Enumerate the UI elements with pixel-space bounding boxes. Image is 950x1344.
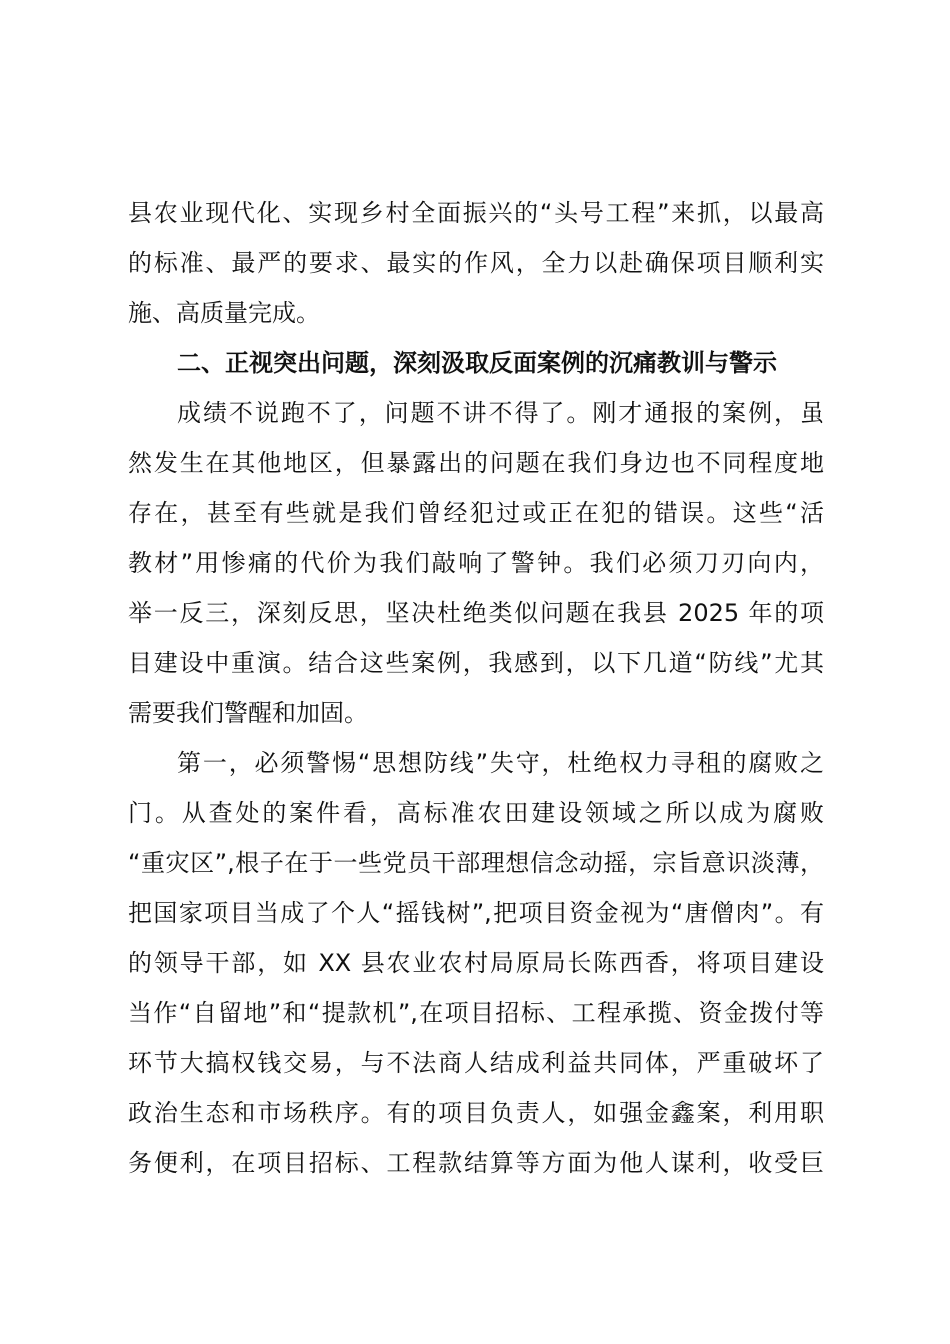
text-line: 政治生态和市场秩序。有的项目负责人，如强金鑫案，利用职	[128, 1099, 824, 1127]
text-line: 当作“自留地”和“提款机”,在项目招标、工程承揽、资金拨付等	[128, 999, 824, 1027]
document-page	[128, 188, 824, 1188]
text-line: 县农业现代化、实现乡村全面振兴的“头号工程”来抓，以最高	[128, 199, 824, 227]
text-line: 门。从查处的案件看，高标准农田建设领域之所以成为腐败	[128, 799, 824, 827]
text-line: 环节大搞权钱交易，与不法商人结成利益共同体，严重破坏了	[128, 1049, 824, 1077]
text-line: 教材”用惨痛的代价为我们敲响了警钟。我们必须刀刃向内，	[128, 549, 824, 577]
text-line: 把国家项目当成了个人“摇钱树”,把项目资金视为“唐僧肉”。有	[128, 899, 824, 927]
section-heading	[128, 338, 824, 388]
text-line: 目建设中重演。结合这些案例，我感到，以下几道“防线”尤其	[128, 649, 824, 677]
text-line: 务便利，在项目招标、工程款结算等方面为他人谋利，收受巨	[128, 1149, 824, 1177]
text-line: 的领导干部，如 XX 县农业农村局原局长陈西香，将项目建设	[128, 949, 824, 977]
text-line: 需要我们警醒和加固。	[128, 699, 368, 727]
text-line: 存在，甚至有些就是我们曾经犯过或正在犯的错误。这些“活	[128, 499, 824, 527]
text-line: 二、正视突出问题，深刻汲取反面案例的沉痛教训与警示	[177, 349, 777, 377]
text-line: 举一反三，深刻反思，坚决杜绝类似问题在我县 2025 年的项	[128, 599, 824, 627]
text-line: 的标准、最严的要求、最实的作风，全力以赴确保项目顺利实	[128, 249, 824, 277]
text-line: 成绩不说跑不了，问题不讲不得了。刚才通报的案例，虽	[177, 399, 824, 427]
text-line: “重灾区”,根子在于一些党员干部理想信念动摇，宗旨意识淡薄，	[128, 849, 824, 877]
text-line: 第一，必须警惕“思想防线”失守，杜绝权力寻租的腐败之	[177, 749, 824, 777]
text-line: 施、高质量完成。	[128, 299, 320, 327]
paragraph	[128, 388, 824, 738]
paragraph	[128, 188, 824, 338]
text-line: 然发生在其他地区，但暴露出的问题在我们身边也不同程度地	[128, 449, 824, 477]
paragraph	[128, 738, 824, 1188]
